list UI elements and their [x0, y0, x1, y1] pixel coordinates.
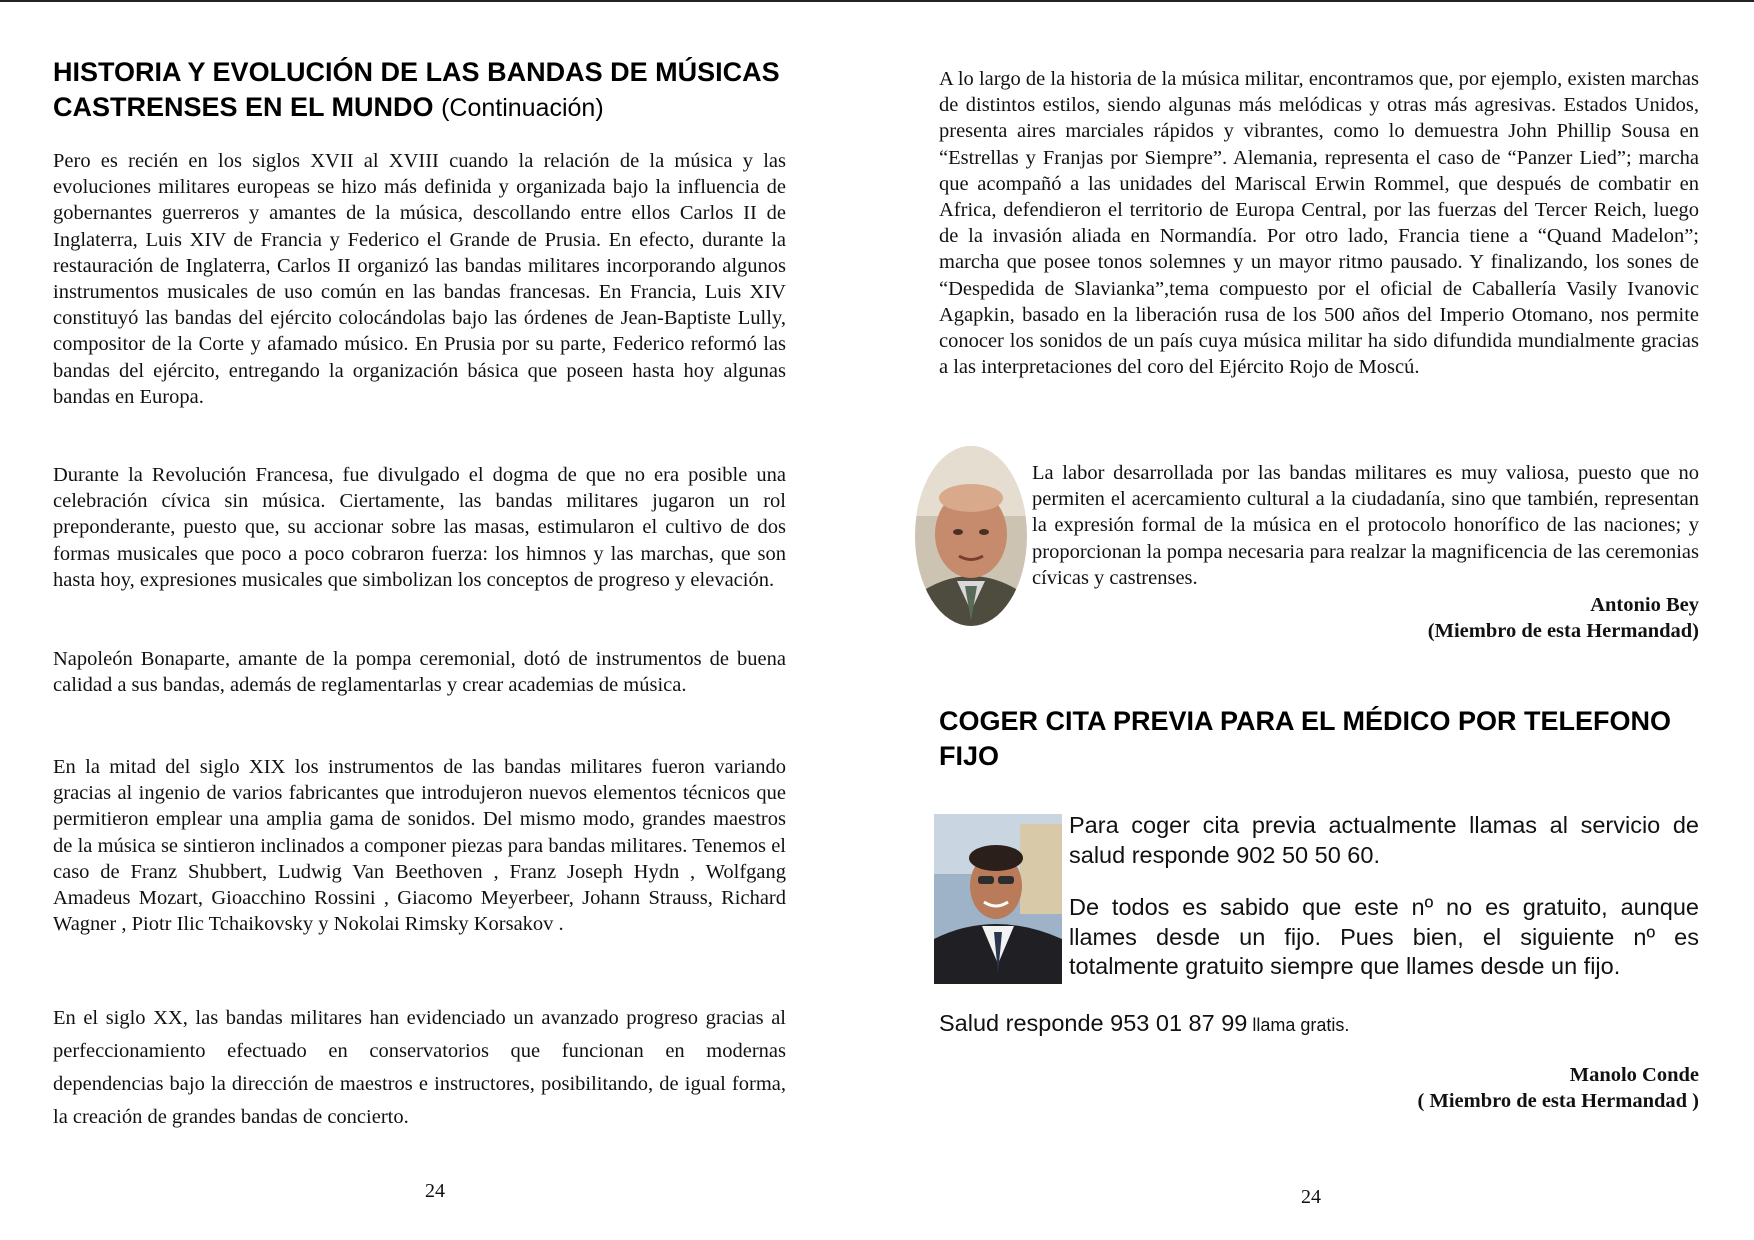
free-phone-line — [939, 1009, 1699, 1041]
author-signature-1 — [1428, 592, 1699, 644]
author-photo-rect — [934, 814, 1062, 984]
article-paragraph-2: Durante la Revolución Francesa, fue divulgado el dogma de que no era posible una celebración cívica sin música. Ciertamente, las bandas militares jugaron un rol preponderante, puesto que, su accionar sobre las masas, estimularon el cultivo de dos formas musicales que poco a poco cobraron fuerza: los himnos y las marchas, que son hasta hoy, expresiones musicales que simbolizan los conceptos de progreso y elevación. — [53, 464, 786, 591]
closing-paragraph: La labor desarrollada por las bandas militares es muy valiosa, puesto que no permiten el acercamiento cultural a la ciudadanía, sino que también, representan la expresión formal de la música en el protocolo honorífico de las naciones; y proporcionan la pompa necesaria para realzar la magnificencia de las ceremonias cívicas y castrenses. — [1032, 462, 1699, 589]
author-1-role: (Miembro de esta Hermandad) — [1427, 620, 1699, 642]
author-signature-2 — [1418, 1062, 1699, 1114]
free-phone-number: Salud responde 953 01 87 99 — [939, 1010, 1248, 1036]
author-2-role: ( Miembro de esta Hermandad ) — [1417, 1090, 1699, 1112]
cita-previa-paragraph-1: Para coger cita previa actualmente llamas al servicio de salud responde 902 50 50 60. — [1069, 812, 1699, 868]
free-phone-note: llama gratis. — [1247, 1015, 1350, 1035]
cita-previa-paragraph-2: De todos es sabido que este nº no es gratuito, aunque llames desde un fijo. Pues bien, el siguiente nº es totalmente gratuito siempre que llames desde un fijo. — [1069, 894, 1699, 979]
section-title-cita-previa: COGER CITA PREVIA PARA EL MÉDICO POR TELEFONO FIJO — [939, 706, 1672, 771]
right-page — [877, 0, 1754, 1240]
author-2-name: Manolo Conde — [1569, 1064, 1699, 1086]
page-number-right: 24 — [1301, 1186, 1321, 1208]
photo-man-icon — [934, 814, 1062, 984]
page-number-left: 24 — [425, 1180, 445, 1202]
article-continuation-paragraph: A lo largo de la historia de la música militar, encontramos que, por ejemplo, existen marchas de distintos estilos, siendo algunas más melódicas y otras más agresivas. Estados Unidos, presenta aires marciales rápidos y vibrantes, como lo demuestra John Phillip Sousa en “Estrellas y Franjas por Siempre”. Alemania, representa el caso de “Panzer Lied”; marcha que acompañó a las unidades del Mariscal Erwin Rommel, que después de combatir en Africa, defendieron el territorio de Europa Central, por las fuerzas del Tercer Reich, luego de la invasión aliada en Normandía. Por otro lado, Francia tiene a “Quand Madelon”; marcha que posee tonos solemnes y un mayor ritmo pausado. Y finalizando, los sones de “Despedida de Slavianka”,tema compuesto por el oficial de Caballería Vasily Ivanovic Agapkin, basado en la liberación rusa de los 500 años del Imperio Otomano, nos permite conocer los sonidos de un país cuya música militar ha sido difundida mundialmente gracias a las interpretaciones del coro del Ejército Rojo de Moscú. — [939, 68, 1699, 379]
article-title-continuation: (Continuación) — [441, 94, 604, 122]
author-1-name: Antonio Bey — [1590, 594, 1699, 616]
article-paragraph-3: Napoleón Bonaparte, amante de la pompa ceremonial, dotó de instrumentos de buena calidad a sus bandas, además de reglamentarlas y crear academias de música. — [53, 648, 786, 697]
article-title-main: HISTORIA Y EVOLUCIÓN DE LAS BANDAS DE MÚSICAS CASTRENSES EN EL MUNDO — [53, 57, 780, 122]
article-paragraph-4: En la mitad del siglo XIX los instrumentos de las bandas militares fueron variando gracias al ingenio de varios fabricantes que introdujeron nuevos elementos técnicos que permitieron emplear una amplia gama de sonidos. Del mismo modo, grandes maestros de la música se sintieron inclinados a componer piezas para bandas militares. Tenemos el caso de Franz Shubbert, Ludwig Van Beethoven , Franz Joseph Hydn , Wolfgang Amadeus Mozart, Gioacchino Rossini , Giacomo Meyerbeer, Johann Strauss, Richard Wagner , Piotr Ilic Tchaikovsky y Nokolai Rimsky Korsakov . — [53, 756, 786, 936]
article-paragraph-5: En el siglo XX, las bandas militares han evidenciado un avanzado progreso gracias al perfeccionamiento efectuado en conservatorios que funcionan en modernas dependencias bajo la dirección de maestros e instructores, posibilitando, de igual forma, la creación de grandes bandas de concierto. — [53, 1007, 786, 1128]
article-paragraph-1: Pero es recién en los siglos XVII al XVIII cuando la relación de la música y las evoluciones militares europeas se hizo más definida y organizada bajo la influencia de gobernantes guerreros y amantes de la música, descollando entre ellos Carlos II de Inglaterra, Luis XIV de Francia y Federico el Grande de Prusia. En efecto, durante la restauración de Inglaterra, Carlos II organizó las bandas militares incorporando algunos instrumentos musicales de uso común en las bandas francesas. En Francia, Luis XIV constituyó las bandas del ejército colocándolas bajo las órdenes de Jean-Baptiste Lully, compositor de la Corte y afamado músico. En Prusia por su parte, Federico reformó las bandas del ejército, entregando la organización básica que poseen hasta hoy algunas bandas en Europa. — [53, 150, 786, 408]
portrait-photo-icon — [915, 446, 1027, 626]
article-title — [53, 55, 793, 126]
author-portrait-oval — [915, 446, 1027, 626]
